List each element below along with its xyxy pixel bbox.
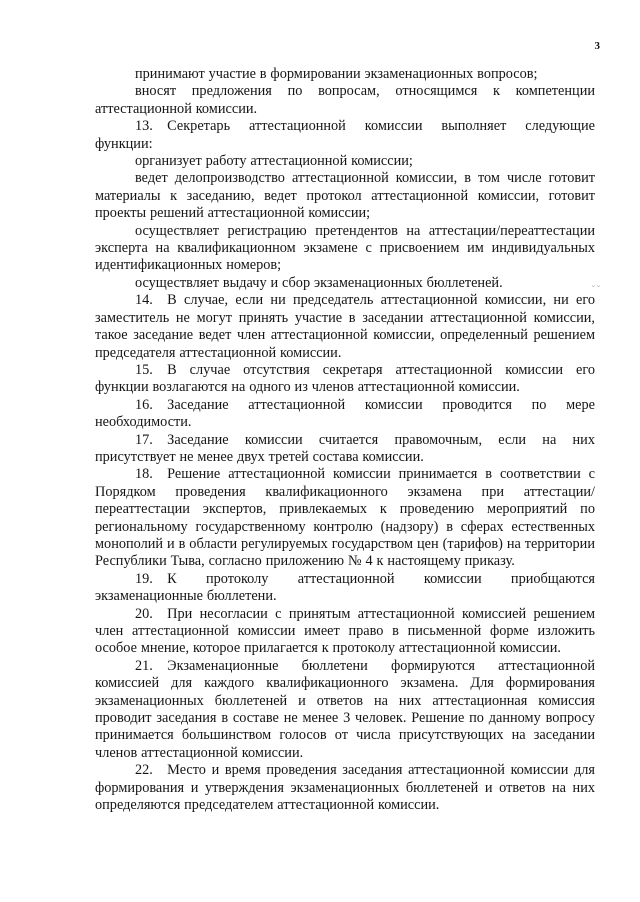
- document-body: [95, 66, 595, 814]
- paragraph: ведет делопроизводство аттестационной комиссии, в том числе готовит материалы к заседанию, ведет протокол аттестационной комиссии, готовит проекты решений аттестационной комиссии;: [95, 170, 595, 222]
- paragraph: 13. Секретарь аттестационной комиссии выполняет следующие функции:: [95, 118, 595, 152]
- paragraph: принимают участие в формировании экзаменационных вопросов;: [135, 66, 538, 82]
- paragraph: вносят предложения по вопросам, относящимся к компетенции аттестационной комиссии.: [95, 83, 595, 117]
- paragraph: 15. В случае отсутствия секретаря аттестационной комиссии его функции возлагаются на одного из членов аттестационной комиссии.: [95, 361, 595, 396]
- scan-mark: ˘ ˘: [591, 284, 600, 294]
- page-number: 3: [594, 40, 600, 52]
- paragraph: 14. В случае, если ни председатель аттестационной комиссии, ни его заместитель не могут принять участие в заседании аттестационной комиссии, такое заседание ведет член аттестационной комиссии, определенный решением председателя аттестационной комиссии.: [95, 292, 595, 361]
- paragraph: 20. При несогласии с принятым аттестационной комиссией решением член аттестационной комиссии имеет право в письменной форме изложить особое мнение, которое прилагается к протоколу аттестационной комиссии.: [95, 605, 595, 657]
- paragraph: 21. Экзаменационные бюллетени формируются аттестационной комиссией для каждого квалификационного экзамена. Для формирования экзаменационных бюллетеней и ответов на них аттестационная комиссия проводит заседания в составе не менее 3 человек. Решение по данному вопросу принимается большинством голосов от числа присутствующих на заседании членов аттестационной комиссии.: [95, 657, 595, 761]
- paragraph: осуществляет регистрацию претендентов на аттестации/переаттестации эксперта на квалификационном экзамене с присвоением им индивидуальных идентификационных номеров;: [95, 222, 595, 274]
- paragraph: 19. К протоколу аттестационной комиссии приобщаются экзаменационные бюллетени.: [95, 570, 595, 605]
- paragraph: 16. Заседание аттестационной комиссии проводится по мере необходимости.: [95, 396, 595, 431]
- paragraph: осуществляет выдачу и сбор экзаменационных бюллетеней.: [135, 274, 503, 291]
- paragraph: 18. Решение аттестационной комиссии принимается в соответствии с Порядком проведения квалификационного экзамена при аттестации/переаттестации экспертов, привлекаемых к проведению мероприятий по региональному государственному контролю (надзору) в сферах естественных монополий и в области регулируемых государством цен (тарифов) на территории Республики Тыва, согласно приложению № 4 к настоящему приказу.: [95, 466, 595, 570]
- paragraph: 22. Место и время проведения заседания аттестационной комиссии для формирования и утверждения экзаменационных бюллетеней и ответов на них определяются председателем аттестационной комиссии.: [95, 762, 595, 814]
- paragraph: 17. Заседание комиссии считается правомочным, если на них присутствует не менее двух третей состава комиссии.: [95, 431, 595, 465]
- paragraph: организует работу аттестационной комиссии;: [135, 153, 413, 170]
